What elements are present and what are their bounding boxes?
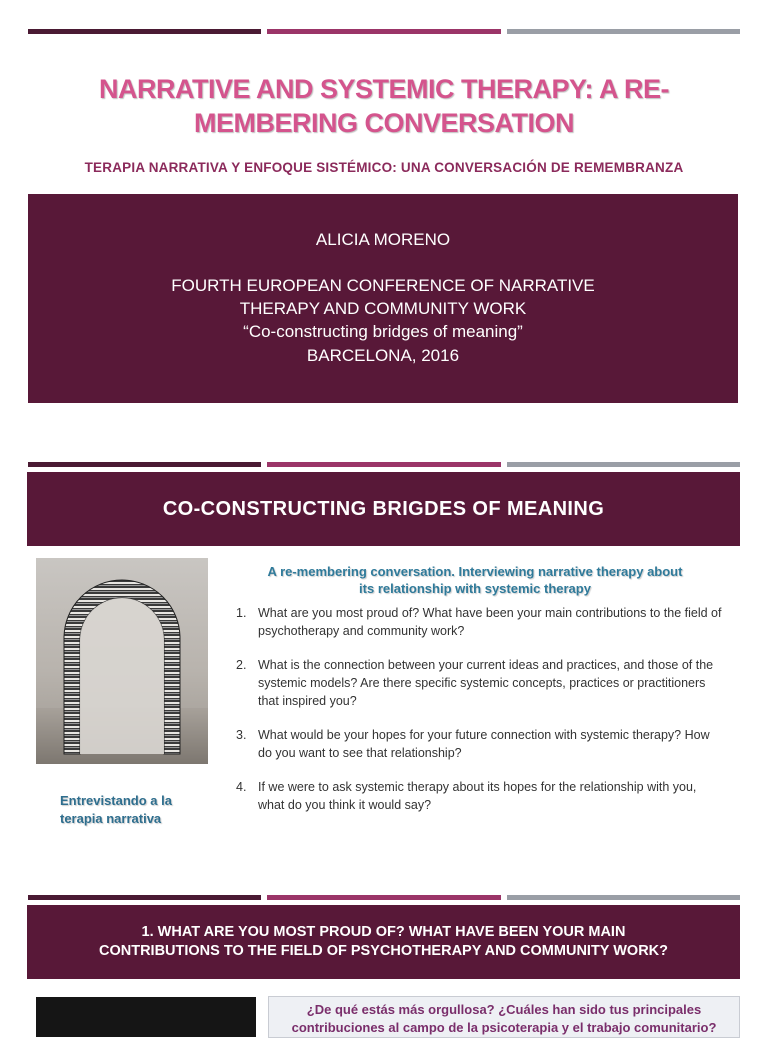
photo-caption-line1: Entrevistando a la: [60, 793, 172, 808]
place-year: BARCELONA, 2016: [306, 346, 460, 365]
conference-tagline: “Co-constructing bridges of meaning”: [243, 322, 523, 341]
question-number: 4.: [236, 780, 247, 794]
slide1-title-line1: NARRATIVE AND SYSTEMIC THERAPY: A RE-: [98, 74, 669, 104]
photo-caption-line2: terapia narrativa: [60, 811, 162, 826]
question-number: 1.: [236, 606, 247, 620]
spanish-question: [269, 1001, 739, 1037]
list-item: [234, 778, 724, 814]
photo-caption: [60, 792, 220, 828]
author-name: ALICIA MORENO: [315, 230, 451, 249]
slide3-top-bars: [28, 895, 740, 900]
list-item: [234, 604, 724, 640]
slide3-header-line2: CONTRIBUTIONS TO THE FIELD OF PSYCHOTHERAPY AND COMMUNITY WORK?: [99, 943, 668, 959]
question-number: 2.: [236, 658, 247, 672]
slide1-subtitle: TERAPIA NARRATIVA Y ENFOQUE SISTÉMICO: UNA CONVERSACIÓN DE REMEMBRANZA: [84, 160, 684, 175]
slide1-title: [40, 72, 728, 140]
slide2-header: CO-CONSTRUCTING BRIGDES OF MEANING: [27, 472, 740, 546]
bar-grey: [507, 462, 740, 467]
bar-grey: [507, 895, 740, 900]
slide2-heading: [240, 563, 710, 597]
conference-line1: FOURTH EUROPEAN CONFERENCE OF NARRATIVE: [171, 276, 595, 295]
spanish-line2: contribuciones al campo de la psicoterapia y el trabajo comunitario?: [291, 1020, 717, 1035]
bar-pink: [267, 462, 500, 467]
question-text: If we were to ask systemic therapy about its hopes for the relationship with you, what do you think it would say?: [258, 780, 697, 812]
spanish-question-box: [268, 996, 740, 1038]
book-arch-photo: [36, 558, 208, 764]
slide3-header: [27, 905, 740, 979]
slide1-info-box: [28, 194, 738, 403]
slide3-photo: [36, 997, 256, 1037]
slide2-heading-line2: its relationship with systemic therapy: [359, 581, 591, 596]
bar-pink: [267, 29, 500, 34]
bar-grey: [507, 29, 740, 34]
bar-dark: [28, 462, 261, 467]
conference-line2: THERAPY AND COMMUNITY WORK: [239, 299, 527, 318]
slide1-top-bars: [28, 29, 740, 34]
slide2-heading-line1: A re-membering conversation. Interviewing narrative therapy about: [267, 564, 683, 579]
slide2-top-bars: [28, 462, 740, 467]
list-item: [234, 656, 724, 710]
bar-dark: [28, 29, 261, 34]
bar-dark: [28, 895, 261, 900]
question-number: 3.: [236, 728, 247, 742]
question-text: What would be your hopes for your future connection with systemic therapy? How do you want to see that relationship?: [258, 728, 710, 760]
question-text: What is the connection between your current ideas and practices, and those of the systemic models? Are there specific systemic concepts, practices or practitioners that inspired you?: [258, 658, 714, 708]
slide1-title-line2: MEMBERING CONVERSATION: [193, 108, 574, 138]
list-item: [234, 726, 724, 762]
question-text: What are you most proud of? What have been your main contributions to the field of psychotherapy and community work?: [258, 606, 722, 638]
slide3-header-line1: 1. WHAT ARE YOU MOST PROUD OF? WHAT HAVE BEEN YOUR MAIN: [141, 924, 626, 940]
bar-pink: [267, 895, 500, 900]
spanish-line1: ¿De qué estás más orgullosa? ¿Cuáles han sido tus principales: [306, 1002, 702, 1017]
book-arch-image: [36, 558, 208, 764]
questions-list: [234, 604, 724, 830]
